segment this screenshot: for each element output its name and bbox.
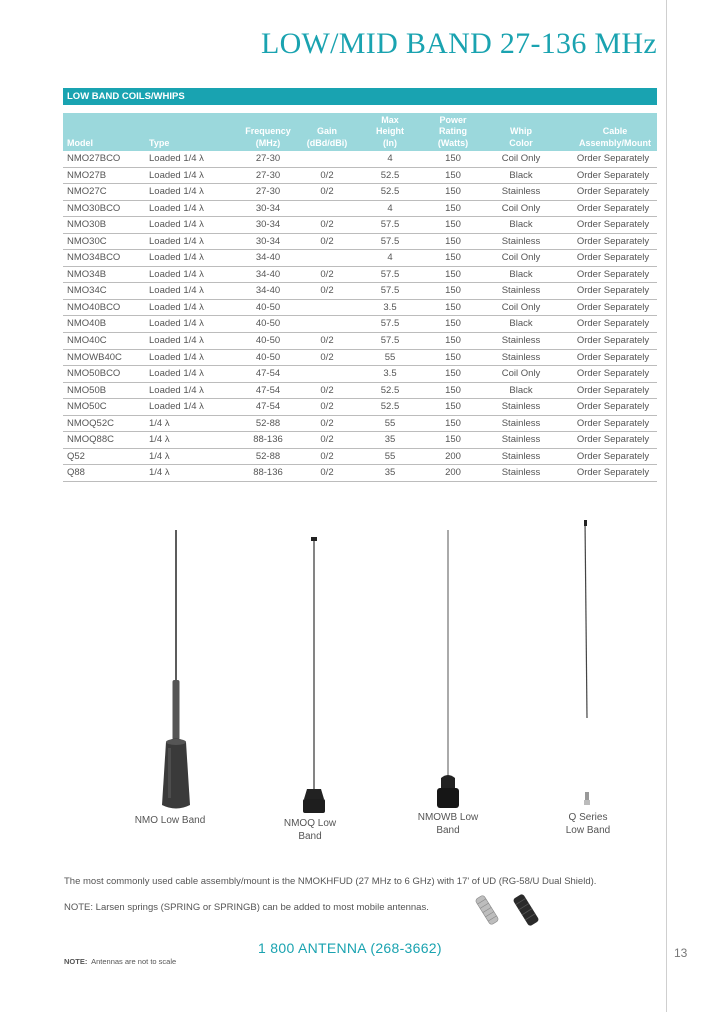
table-row [63, 432, 657, 449]
cell-frequency: 34-40 [255, 268, 281, 280]
cell-model: NMO50B [67, 384, 107, 396]
cell-power: 200 [445, 450, 461, 462]
cell-frequency: 34-40 [255, 252, 281, 264]
table-row [63, 267, 657, 284]
cell-whip-color: Black [509, 169, 533, 181]
cell-cable: Order Separately [576, 202, 650, 214]
cell-type: Loaded 1/4 λ [149, 351, 204, 363]
cell-gain: 0/2 [320, 285, 334, 297]
caption-line: Band [436, 824, 460, 836]
header-power-line: Power [439, 114, 467, 125]
cell-height: 52.5 [380, 401, 400, 413]
page-number: 13 [674, 946, 688, 960]
cell-power: 150 [445, 268, 461, 280]
cell-frequency: 47-54 [255, 368, 281, 380]
cell-whip-color: Stainless [501, 417, 541, 429]
cell-frequency: 30-34 [255, 235, 281, 247]
cell-height: 55 [384, 351, 396, 363]
cell-type: Loaded 1/4 λ [149, 252, 204, 264]
nmo-low-band-antenna-image [150, 530, 210, 814]
header-cable-line: Cable [602, 126, 628, 136]
nmo-low-band-caption: NMO Low Band [134, 815, 206, 826]
q-series-low-band-antenna-image [576, 520, 596, 812]
cell-whip-color: Black [509, 384, 533, 396]
cell-power: 150 [445, 351, 461, 363]
cell-gain: 0/2 [320, 467, 334, 479]
cell-model: NMO40C [67, 335, 107, 347]
header-color-line: Color [509, 137, 533, 148]
cell-power: 150 [445, 153, 461, 164]
cell-frequency: 30-34 [255, 219, 281, 231]
cell-power: 150 [445, 318, 461, 330]
cell-model: NMO27B [67, 169, 107, 181]
header-cable [563, 126, 667, 149]
cell-height: 35 [384, 467, 396, 479]
cell-frequency: 52-88 [255, 450, 281, 462]
cell-frequency: 40-50 [255, 351, 281, 363]
cell-whip-color: Stainless [501, 186, 541, 198]
cell-cable: Order Separately [576, 434, 650, 446]
cell-height: 57.5 [380, 285, 400, 297]
cell-gain: 0/2 [320, 401, 334, 413]
cell-type: 1/4 λ [149, 450, 170, 462]
cell-power: 150 [445, 368, 461, 380]
cell-height: 3.5 [383, 368, 397, 380]
cell-cable: Order Separately [576, 186, 650, 198]
nmowb-low-band-antenna-image [430, 530, 466, 812]
header-power-line: Rating [439, 126, 467, 136]
cell-type: Loaded 1/4 λ [149, 202, 204, 214]
cell-whip-color: Coil Only [501, 202, 541, 214]
cell-power: 150 [445, 434, 461, 446]
header-height-line: Height [376, 126, 404, 136]
cell-cable: Order Separately [576, 335, 650, 347]
cell-whip-color: Stainless [501, 335, 541, 347]
table-row [63, 250, 657, 267]
cell-height: 57.5 [380, 335, 400, 347]
header-cable-line: Assembly/Mount [578, 137, 651, 148]
table-row [63, 383, 657, 400]
cell-cable: Order Separately [576, 153, 650, 164]
cell-gain: 0/2 [320, 335, 334, 347]
table-row [63, 184, 657, 201]
cell-gain: 0/2 [320, 450, 334, 462]
cell-gain: 0/2 [320, 169, 334, 181]
table-row [63, 151, 657, 168]
cell-model: NMO34C [67, 285, 107, 297]
header-type: Type [149, 137, 170, 148]
cell-whip-color: Coil Only [501, 153, 541, 164]
cell-model: NMOQ88C [67, 434, 114, 446]
cell-height: 55 [384, 417, 396, 429]
cell-power: 150 [445, 186, 461, 198]
cell-whip-color: Stainless [501, 434, 541, 446]
cell-cable: Order Separately [576, 252, 650, 264]
cell-cable: Order Separately [576, 268, 650, 280]
cell-model: Q52 [67, 450, 85, 462]
cell-whip-color: Stainless [501, 285, 541, 297]
cell-type: Loaded 1/4 λ [149, 368, 204, 380]
cell-type: Loaded 1/4 λ [149, 285, 204, 297]
scale-note-label: NOTE: [64, 957, 88, 966]
cell-height: 4 [387, 202, 393, 214]
cell-frequency: 88-136 [253, 434, 283, 446]
cell-cable: Order Separately [576, 318, 650, 330]
cell-frequency: 47-54 [255, 384, 281, 396]
cell-whip-color: Stainless [501, 351, 541, 363]
cell-cable: Order Separately [576, 368, 650, 380]
cell-model: NMO40B [67, 318, 107, 330]
header-gain-line: Gain [316, 126, 337, 136]
caption-line: Low Band [565, 824, 611, 836]
cell-height: 57.5 [380, 235, 400, 247]
cell-model: NMO34B [67, 268, 107, 280]
cell-power: 150 [445, 301, 461, 313]
cell-model: NMO30B [67, 219, 107, 231]
header-frequency [238, 126, 298, 149]
cell-frequency: 27-30 [255, 169, 281, 181]
cell-whip-color: Stainless [501, 450, 541, 462]
cell-type: Loaded 1/4 λ [149, 235, 204, 247]
cell-cable: Order Separately [576, 417, 650, 429]
cell-frequency: 52-88 [255, 417, 281, 429]
page-margin-rule [666, 0, 667, 1012]
cable-note: The most commonly used cable assembly/mount is the NMOKHFUD (27 MHz to 6 GHz) with 17' of UD (RG-58/U Dual Shield). [64, 876, 597, 887]
specs-table [63, 113, 657, 482]
cell-cable: Order Separately [576, 450, 650, 462]
cell-power: 200 [445, 467, 461, 479]
caption-line: Band [298, 830, 322, 842]
cell-whip-color: Black [509, 268, 533, 280]
cell-cable: Order Separately [576, 351, 650, 363]
header-gain-line: (dBd/dBi) [306, 137, 348, 148]
cell-whip-color: Black [509, 318, 533, 330]
cell-cable: Order Separately [576, 235, 650, 247]
cell-gain: 0/2 [320, 268, 334, 280]
table-row [63, 366, 657, 383]
nmowb-low-band-caption [408, 812, 488, 837]
cell-type: Loaded 1/4 λ [149, 219, 204, 231]
header-frequency-line: Frequency [245, 126, 291, 136]
cell-model: NMO50BCO [67, 368, 121, 380]
cell-power: 150 [445, 401, 461, 413]
q-series-caption [548, 812, 628, 837]
caption-line: NMOQ Low [283, 818, 337, 829]
cell-gain: 0/2 [320, 434, 334, 446]
table-row [63, 217, 657, 234]
table-row [63, 399, 657, 416]
cell-whip-color: Black [509, 219, 533, 231]
cell-power: 150 [445, 235, 461, 247]
cell-power: 150 [445, 417, 461, 429]
cell-height: 35 [384, 434, 396, 446]
table-row [63, 201, 657, 218]
cell-frequency: 27-30 [255, 186, 281, 198]
table-row [63, 333, 657, 350]
header-model: Model [67, 137, 93, 148]
header-whip-color [493, 126, 549, 149]
scale-note [64, 957, 176, 966]
caption-line: Q Series [568, 812, 608, 823]
cell-type: Loaded 1/4 λ [149, 318, 204, 330]
header-height-line: (In) [383, 137, 397, 148]
cell-height: 57.5 [380, 318, 400, 330]
cell-power: 150 [445, 384, 461, 396]
cell-power: 150 [445, 202, 461, 214]
table-row [63, 316, 657, 333]
cell-model: NMO27C [67, 186, 107, 198]
cell-whip-color: Stainless [501, 401, 541, 413]
cell-model: NMO50C [67, 401, 107, 413]
cell-cable: Order Separately [576, 384, 650, 396]
cell-model: Q88 [67, 467, 85, 479]
table-row [63, 168, 657, 185]
cell-type: Loaded 1/4 λ [149, 153, 204, 164]
cell-frequency: 30-34 [255, 202, 281, 214]
cell-model: NMO34BCO [67, 252, 121, 264]
table-row [63, 449, 657, 466]
cell-type: 1/4 λ [149, 467, 170, 479]
cell-type: Loaded 1/4 λ [149, 268, 204, 280]
cell-power: 150 [445, 335, 461, 347]
scale-note-text: Antennas are not to scale [91, 957, 177, 966]
cell-height: 57.5 [380, 268, 400, 280]
cell-frequency: 88-136 [253, 467, 283, 479]
cell-frequency: 40-50 [255, 318, 281, 330]
cell-gain: 0/2 [320, 384, 334, 396]
nmoq-low-band-caption [270, 818, 350, 843]
cell-model: NMO40BCO [67, 301, 121, 313]
header-power [427, 115, 479, 150]
cell-whip-color: Coil Only [501, 252, 541, 264]
cell-height: 55 [384, 450, 396, 462]
cell-type: Loaded 1/4 λ [149, 335, 204, 347]
cell-height: 57.5 [380, 219, 400, 231]
cell-power: 150 [445, 219, 461, 231]
cell-gain: 0/2 [320, 235, 334, 247]
cell-whip-color: Stainless [501, 235, 541, 247]
caption-line: NMOWB Low [417, 812, 479, 823]
cell-model: NMOWB40C [67, 351, 122, 363]
header-gain [300, 126, 354, 149]
cell-frequency: 27-30 [255, 153, 281, 164]
header-height [365, 115, 415, 150]
cell-height: 52.5 [380, 384, 400, 396]
cell-height: 4 [387, 153, 393, 164]
table-row [63, 416, 657, 433]
table-body [63, 151, 657, 482]
cell-height: 3.5 [383, 301, 397, 313]
cell-type: Loaded 1/4 λ [149, 301, 204, 313]
phone-number: 1 800 ANTENNA (268-3662) [258, 940, 442, 956]
cell-frequency: 40-50 [255, 335, 281, 347]
cell-frequency: 40-50 [255, 301, 281, 313]
cell-gain: 0/2 [320, 417, 334, 429]
cell-height: 52.5 [380, 186, 400, 198]
table-row [63, 465, 657, 482]
cell-cable: Order Separately [576, 301, 650, 313]
cell-type: 1/4 λ [149, 417, 170, 429]
cell-whip-color: Coil Only [501, 301, 541, 313]
cell-model: NMO30C [67, 235, 107, 247]
cell-whip-color: Coil Only [501, 368, 541, 380]
cell-power: 150 [445, 285, 461, 297]
cell-gain: 0/2 [320, 219, 334, 231]
cell-type: Loaded 1/4 λ [149, 384, 204, 396]
cell-type: Loaded 1/4 λ [149, 186, 204, 198]
cell-cable: Order Separately [576, 169, 650, 181]
header-color-line: Whip [510, 126, 532, 136]
header-frequency-line: (MHz) [255, 137, 281, 148]
table-row [63, 234, 657, 251]
header-height-line: Max [381, 114, 399, 125]
cell-gain: 0/2 [320, 186, 334, 198]
cell-whip-color: Stainless [501, 467, 541, 479]
table-row [63, 350, 657, 367]
cell-type: Loaded 1/4 λ [149, 169, 204, 181]
section-header: LOW BAND COILS/WHIPS [63, 88, 657, 105]
header-power-line: (Watts) [437, 137, 469, 148]
page-title: LOW/MID BAND 27-136 MHz [260, 27, 657, 60]
cell-cable: Order Separately [576, 285, 650, 297]
table-row [63, 283, 657, 300]
table-header [63, 113, 657, 151]
cell-power: 150 [445, 252, 461, 264]
cell-cable: Order Separately [576, 219, 650, 231]
cell-power: 150 [445, 169, 461, 181]
springs-image [470, 890, 550, 930]
cell-model: NMOQ52C [67, 417, 114, 429]
cell-cable: Order Separately [576, 467, 650, 479]
cell-frequency: 47-54 [255, 401, 281, 413]
nmoq-low-band-antenna-image [296, 537, 332, 817]
cell-model: NMO27BCO [67, 153, 121, 164]
cell-cable: Order Separately [576, 401, 650, 413]
cell-model: NMO30BCO [67, 202, 121, 214]
table-row [63, 300, 657, 317]
cell-frequency: 34-40 [255, 285, 281, 297]
cell-type: 1/4 λ [149, 434, 170, 446]
cell-height: 52.5 [380, 169, 400, 181]
cell-height: 4 [387, 252, 393, 264]
cell-type: Loaded 1/4 λ [149, 401, 204, 413]
springs-note: NOTE: Larsen springs (SPRING or SPRINGB) can be added to most mobile antennas. [64, 902, 429, 913]
cell-gain: 0/2 [320, 351, 334, 363]
